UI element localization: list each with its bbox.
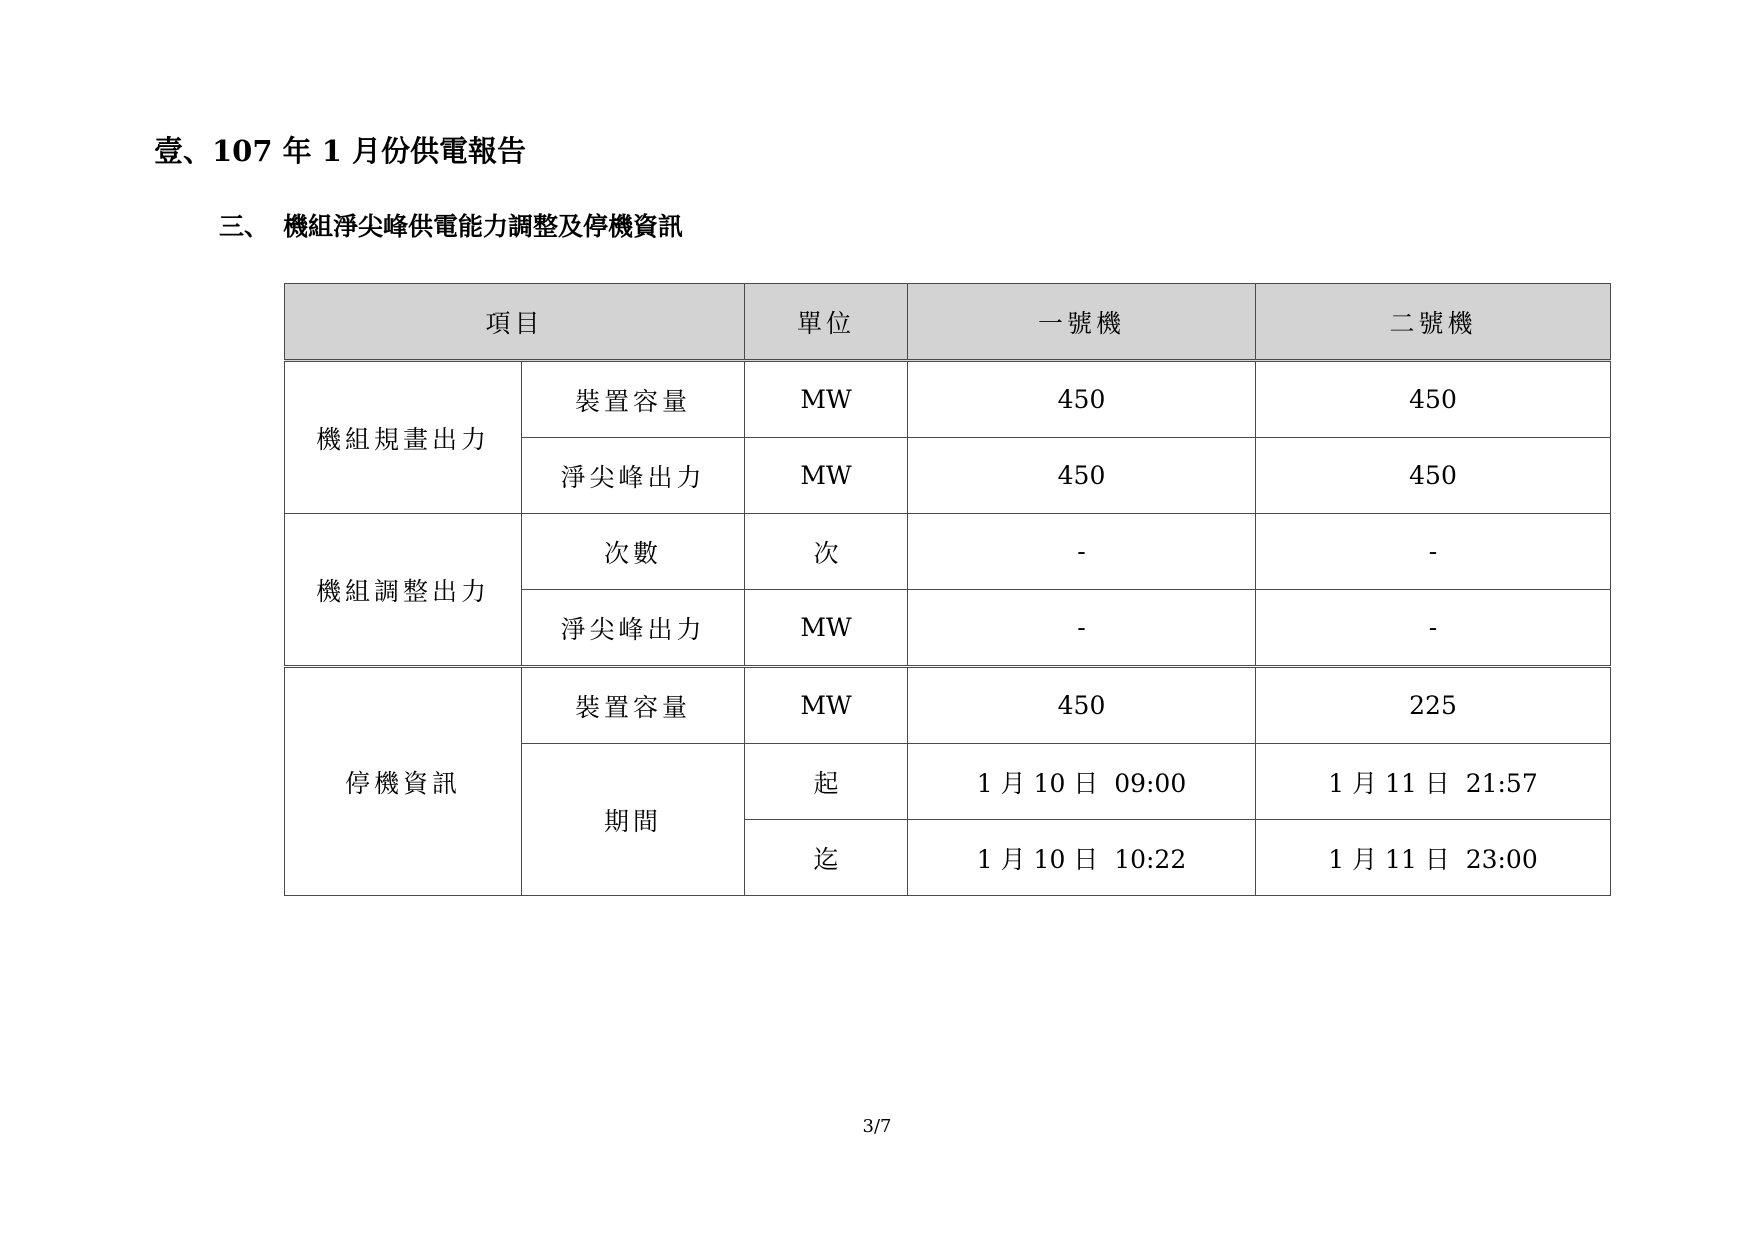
group-label-adjusted: 機組調整出力 — [285, 514, 522, 667]
header-unit-1: 一號機 — [908, 284, 1256, 361]
row-value-unit-2: - — [1256, 590, 1611, 667]
group-label-outage: 停機資訊 — [285, 667, 522, 896]
row-value-unit-1: - — [908, 514, 1256, 590]
report-heading: 壹、107 年 1 月份供電報告 — [154, 134, 527, 168]
row-unit: MW — [745, 438, 908, 514]
row-unit: MW — [745, 590, 908, 667]
row-unit: 次 — [745, 514, 908, 590]
row-value-unit-2: 450 — [1256, 361, 1611, 438]
header-unit-2: 二號機 — [1256, 284, 1611, 361]
row-value-unit-2: 225 — [1256, 667, 1611, 744]
row-item: 淨尖峰出力 — [522, 590, 745, 667]
period-end-unit-1: 1 月 10 日 10:22 — [908, 820, 1256, 896]
table-row — [285, 361, 1611, 438]
table-row — [285, 667, 1611, 744]
row-value-unit-1: 450 — [908, 361, 1256, 438]
row-unit: MW — [745, 667, 908, 744]
row-value-unit-2: 450 — [1256, 438, 1611, 514]
section-number: 三、 — [219, 212, 270, 241]
row-unit: MW — [745, 361, 908, 438]
header-unit: 單位 — [745, 284, 908, 361]
row-value-unit-1: 450 — [908, 438, 1256, 514]
row-value-unit-2: - — [1256, 514, 1611, 590]
period-start-label: 起 — [745, 744, 908, 820]
row-item-period: 期間 — [522, 744, 745, 896]
section-heading — [219, 205, 683, 249]
period-end-unit-2: 1 月 11 日 23:00 — [1256, 820, 1611, 896]
group-label-planned: 機組規畫出力 — [285, 361, 522, 514]
page-number: 3/7 — [862, 1116, 892, 1137]
section-title: 機組淨尖峰供電能力調整及停機資訊 — [283, 212, 684, 241]
period-start-unit-1: 1 月 10 日 09:00 — [908, 744, 1256, 820]
row-item: 次數 — [522, 514, 745, 590]
table-header-row — [285, 284, 1611, 361]
row-item: 裝置容量 — [522, 667, 745, 744]
period-end-label: 迄 — [745, 820, 908, 896]
period-start-unit-2: 1 月 11 日 21:57 — [1256, 744, 1611, 820]
row-item: 裝置容量 — [522, 361, 745, 438]
table-row — [285, 514, 1611, 590]
outage-info-table — [284, 283, 1611, 896]
row-value-unit-1: 450 — [908, 667, 1256, 744]
header-item: 項目 — [285, 284, 745, 361]
row-value-unit-1: - — [908, 590, 1256, 667]
row-item: 淨尖峰出力 — [522, 438, 745, 514]
